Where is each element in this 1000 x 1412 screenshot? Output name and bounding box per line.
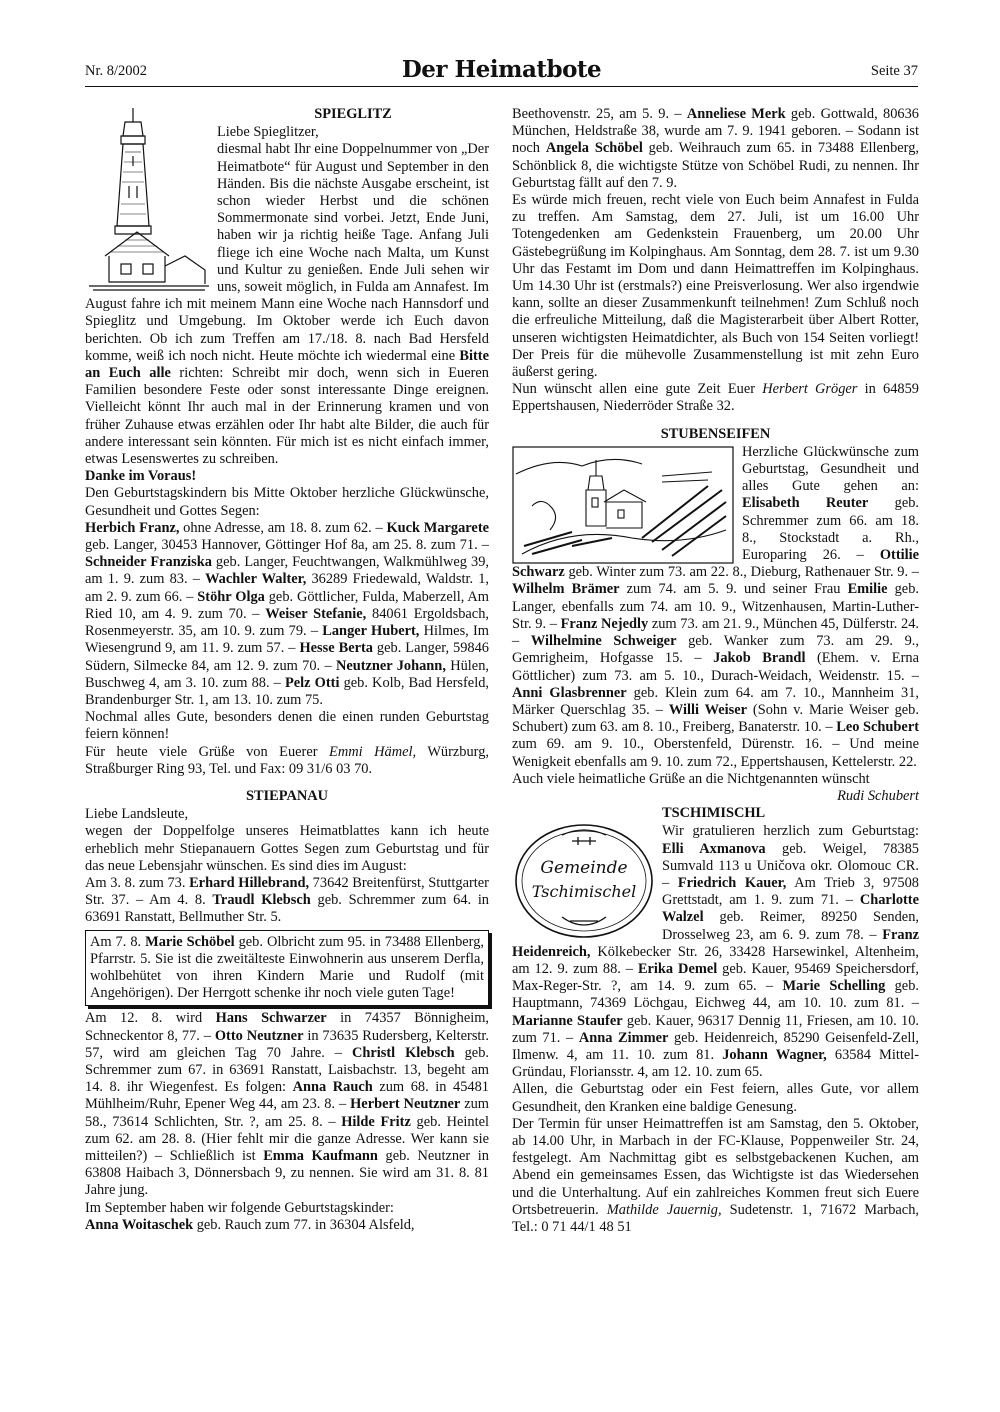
- signature: Rudi Schubert: [837, 787, 919, 804]
- section-title-spieglitz: SPIEGLITZ: [314, 106, 392, 122]
- section-tschimischl: [512, 805, 919, 1236]
- greeting: Nun wünscht allen eine gute Zeit Euer Herbert Gröger in 64859 Eppertshausen, Niederröder Straße 32.: [512, 381, 919, 415]
- birthday-list: Anna Woitaschek geb. Rauch zum 77. in 36304 Alsfeld,: [85, 1216, 415, 1233]
- birthday-list: Herbich Franz, ohne Adresse, am 18. 8. zum 62. – Kuck Margarete geb. Langer, 30453 Hannover, Göttinger Hof 8a, am 25. 8. zum 71. – Schneider Franziska geb. Langer, Feuchtwangen, Walkmühlweg 39, am 1. 9. zum 83. – Wachler Walter, 36289 Friedewald, Waldstr. 1, am 2. 9. zum 66. – Stöhr Olga geb. Göttlicher, Fulda, Maberzell, Am Ried 10, am 4. 9. zum 70. – Weiser Stefanie, 84061 Ergoldsbach, Rosenmeyerstr. 35, am 10. 9. zum 79. – Langer Hubert, Hilmes, Im Wiesengrund 9, am 11. 9. zum 57. – Hesse Berta geb. Langer, 59846 Südern, Silmecke 84, am 12. 9. zum 70. – Neutzner Johann, Hülen, Buschweg 4, am 3. 10. zum 88. – Pelz Otti geb. Kolb, Bad Hersfeld, Brandenburger Str. 1, am 13. 10. zum 75.: [85, 519, 490, 708]
- highlight-box: Am 7. 8. Marie Schöbel geb. Olbricht zum 95. in 73488 Ellenberg, Pfarrstr. 5. Sie ist die zweitälteste Einwohnerin aus unserem Derfla, wohlbehütet von ihren Kindern Marie und Rudolf (mit Angehörigen). Der Herrgott schenke ihr noch viele guten Tage!: [85, 930, 489, 1007]
- birthday-list: Herzliche Glückwünsche zum Geburtstag, Gesundheit und alles Gute gehen an: Elisabeth Reuter geb. Schremmer zum 66. am 18. 8., Stockstadt a. Rh., Europaring 26. – Ottilie Schwarz geb. Winter zum 73. am 22. 8., Dieburg, Rathenauer Str. 9. – Wilhelm Brämer zum 74. am 5. 9. und seiner Frau Emilie geb. Langer, ebenfalls zum 74. am 10. 9., Witzenhausen, Martin-Luther-Str. 9. – Franz Nejedly zum 73. am 21. 9., München 45, Dülferstr. 24. – Wilhelmine Schweiger geb. Wanker zum 73. am 29. 9., Gemrigheim, Hofgasse 15. – Jakob Brandl (Ehem. v. Erna Göttlicher) zum 73. am 5. 10., Durach-Weidach, Weidenstr. 15. – Anni Glasbrenner geb. Klein zum 64. am 7. 10., Mannheim 31, Märker Querschlag 35. – Willi Weiser (Sohn v. Marie Weiser geb. Schubert) zum 63. am 8. 10., Freiberg, Banaterstr. 10. – Leo Schubert zum 69. am 9. 10., Oberstenfeld, Dürenstr. 16. – Und meine Wenigkeit ebenfalls am 9. 10. zum 72., Eppertshausen, Kettelerstr. 22.: [512, 443, 920, 770]
- masthead: Der Heimatbote: [401, 56, 602, 83]
- seal-icon: [512, 821, 656, 941]
- paragraph: Liebe Landsleute,: [85, 806, 189, 823]
- seal-line-1: Gemeinde: [540, 858, 628, 879]
- left-column: [85, 106, 489, 1234]
- greeting: Für heute viele Grüße von Euerer Emmi Hämel, Würzburg, Straßburger Ring 93, Tel. und Fax: 09 31/6 03 70.: [85, 743, 489, 777]
- paragraph: Auch viele heimatliche Grüße an die Nichtgenannten wünscht: [512, 770, 870, 787]
- seal-line-2: Tschimischel: [531, 882, 637, 902]
- section-stubenseifen: [512, 426, 919, 805]
- paragraph: wegen der Doppelfolge unseres Heimatblattes kann ich heute erheblich mehr Stiepanauern Gottes Segen zum Geburtstag und für das neue Lebensjahr wünschen. Es sind dies im August:: [85, 823, 489, 874]
- paragraph: Es würde mich freuen, recht viele von Euch beim Annafest in Fulda zu treffen. Am Samstag, dem 27. Juli, ist um 16.00 Uhr Totengedenken am Gedenkstein Frauenberg, um 20.00 Uhr Gästebegrüßung im Kolpinghaus. Am Sonntag, dem 28. 7. ist um 9.30 Uhr das Festamt im Dom und dann Heimattreffen im Kolpinghaus. Um 14.30 Uhr ist (erstmals?) eine Preisverlosung. Wer also irgendwie kann, sollte an dieser Zusammenkunft teilnehmen! Zum Schluß noch die erfreuliche Mitteilung, daß die Magisterarbeit über Albert Rotter, unseren wichtigsten Heimatdichter, als Buch von 154 Seiten vorliegt! Der Preis für die mühevolle Zusammenstellung ist mit zehn Euro äußerst gering.: [512, 192, 919, 381]
- birthday-list: Am 3. 8. zum 73. Erhard Hillebrand, 73642 Breitenfürst, Stuttgarter Str. 37. – Am 4. 8. Traudl Klebsch geb. Schremmer zum 64. in 63691 Ranstatt, Bellmuther Str. 5.: [85, 874, 490, 926]
- birthday-list: Beethovenstr. 25, am 5. 9. – Anneliese Merk geb. Gottwald, 80636 München, Heldstraße 38, wurde am 7. 9. 1941 geboren. – Sodann ist noch Angela Schöbel geb. Weihrauch zum 65. in 73488 Ellenberg, Schönblick 8, die wichtigste Stütze von Schöbel Rudi, zu nennen. Ihr Geburtstag fällt auf den 7. 9.: [512, 106, 920, 191]
- right-column: [512, 106, 919, 1236]
- section-title-stubenseifen: STUBENSEIFEN: [660, 425, 771, 442]
- section-stiepanau: [85, 788, 489, 1234]
- section-spieglitz: [85, 106, 489, 778]
- church-illustration-icon: [512, 446, 734, 564]
- birthday-list: Am 12. 8. wird Hans Schwarzer in 74357 Bönnigheim, Schneckentor 8, 77. – Otto Neutzner in 73635 Rudersberg, Kelterstr. 57, wird am gleichen Tag 70 Jahre. – Christl Klebsch geb. Schremmer zum 67. in 63691 Ranstatt, Laisbachstr. 13, begeht am 14. 8. ihr Wiegenfest. Es folgen: Anna Rauch zum 68. in 45481 Mühlheim/Ruhr, Epener Weg 44, am 23. 8. – Herbert Neutzner zum 58., 73614 Schlichten, Str. ?, am 25. 8. – Hilde Fritz geb. Heintel zum 62. am 28. 8. (Hier fehlt mir die ganze Adresse. Wer kann sie mitteilen?) – Schließlich ist Emma Kaufmann geb. Neutzner in 63808 Haibach 3, Dönnersbach 9, zu nennen. Sie wird am 31. 8. 81 Jahre jung.: [85, 1010, 490, 1199]
- paragraph: Allen, die Geburtstag oder ein Fest feiern, alles Gute, vor allem Gesundheit, den Kranken eine baldige Genesung.: [512, 1081, 919, 1115]
- birthday-list: Wir gratulieren herzlich zum Geburtstag: Elli Axmanova geb. Weigel, 78385 Sumvald 113 u Uničova okr. Olomouc CR. – Friedrich Kauer, Am Trieb 3, 97508 Grettstadt, am 1. 9. zum 71. – Charlotte Walzel geb. Reimer, 89250 Senden, Drosselweg 23, am 6. 9. zum 78. – Franz Heidenreich, Kölkebecker Str. 26, 33428 Harsewinkel, Altenheim, am 12. 9. zum 88. – Erika Demel geb. Kauer, 95469 Speichersdorf, Max-Reger-Str. ?, am 14. 9. zum 65. – Marie Schelling geb. Hauptmann, 74369 Löchgau, Eichweg 44, am 10. 10. zum 81. – Marianne Staufer geb. Kauer, 96317 Dennig 11, Friesen, am 10. 10. zum 71. – Anna Zimmer geb. Heidenreich, 85290 Geisenfeld-Zell, Ilmenw. 4, am 11. 10. zum 81. Johann Wagner, 63584 Mittel-Gründau, Floriansstr. 4, am 12. 10. zum 65.: [512, 823, 920, 1081]
- section-stiepanau-continued: [512, 106, 919, 416]
- paragraph: Liebe Spieglitzer,: [217, 124, 319, 141]
- section-title-tschimischl: TSCHIMISCHL: [662, 805, 766, 822]
- thanks-line: Danke im Voraus!: [85, 468, 197, 485]
- page-number: Seite 37: [870, 63, 918, 79]
- paragraph: diesmal habt Ihr eine Doppelnummer von „Der Heimatbote“ für August und September in den Händen. Bis die nächste Ausgabe erscheint, ist schon wieder Herbst und die schönen Sommermonate sind vorbei. Jetzt, Ende Juni, haben wir ja richtig heiße Tage. Anfang Juli fliege ich eine Woche nach Malta, um Kunst und Kultur zu genießen. Ende Juli sehen wir uns, soweit möglich, in Fulda am Annafest. Im August fahre ich mit meinem Mann eine Woche nach Hannsdorf und Spieglitz und Umgebung. Im Oktober werde ich Euch davon berichten. Ob ich zum Treffen am 17./18. 8. nach Bad Hersfeld komme, weiß ich noch nicht. Heute möchte ich wiedermal eine Bitte an Euch alle richten: Schreibt mir doch, wenn sich in Eueren Familien besondere Feste oder sonst interessante Dinge ereignen. Vielleicht könnt Ihr auch mal in der Erinnerung kramen und von früher Zuhause etwas erzählen oder Ihr habt alte Bilder, die auch für andere interessant sein könnten. Für mich ist es nicht einfach immer, etwas Lesenswertes zu schreiben.: [85, 141, 489, 468]
- tower-illustration-icon: [85, 106, 213, 292]
- issue-number: Nr. 8/2002: [85, 63, 148, 79]
- paragraph: Den Geburtstagskindern bis Mitte Oktober herzliche Glückwünsche, Gesundheit und Gottes Segen:: [85, 485, 489, 519]
- section-title-stiepanau: STIEPANAU: [245, 787, 329, 804]
- paragraph: Nochmal alles Gute, besonders denen die einen runden Geburtstag feiern können!: [85, 709, 489, 743]
- paragraph: Im September haben wir folgende Geburtstagskinder:: [85, 1199, 394, 1216]
- page-header: [85, 56, 918, 87]
- paragraph: Der Termin für unser Heimattreffen ist am Samstag, den 5. Oktober, ab 14.00 Uhr, in Marbach in der FC-Klause, Poppenweiler Str. 24, festgelegt. Am Nachmittag gibt es selbstgebackenen Kuchen, am Abend ein gemeinsames Essen, das Wichtigste ist das Wiedersehen und die Unterhaltung. Auf ein zahlreiches Kommen freut sich Euere Ortsbetreuerin. Mathilde Jauernig, Sudetenstr. 1, 71672 Marbach, Tel.: 0 71 44/1 48 51: [512, 1115, 919, 1235]
